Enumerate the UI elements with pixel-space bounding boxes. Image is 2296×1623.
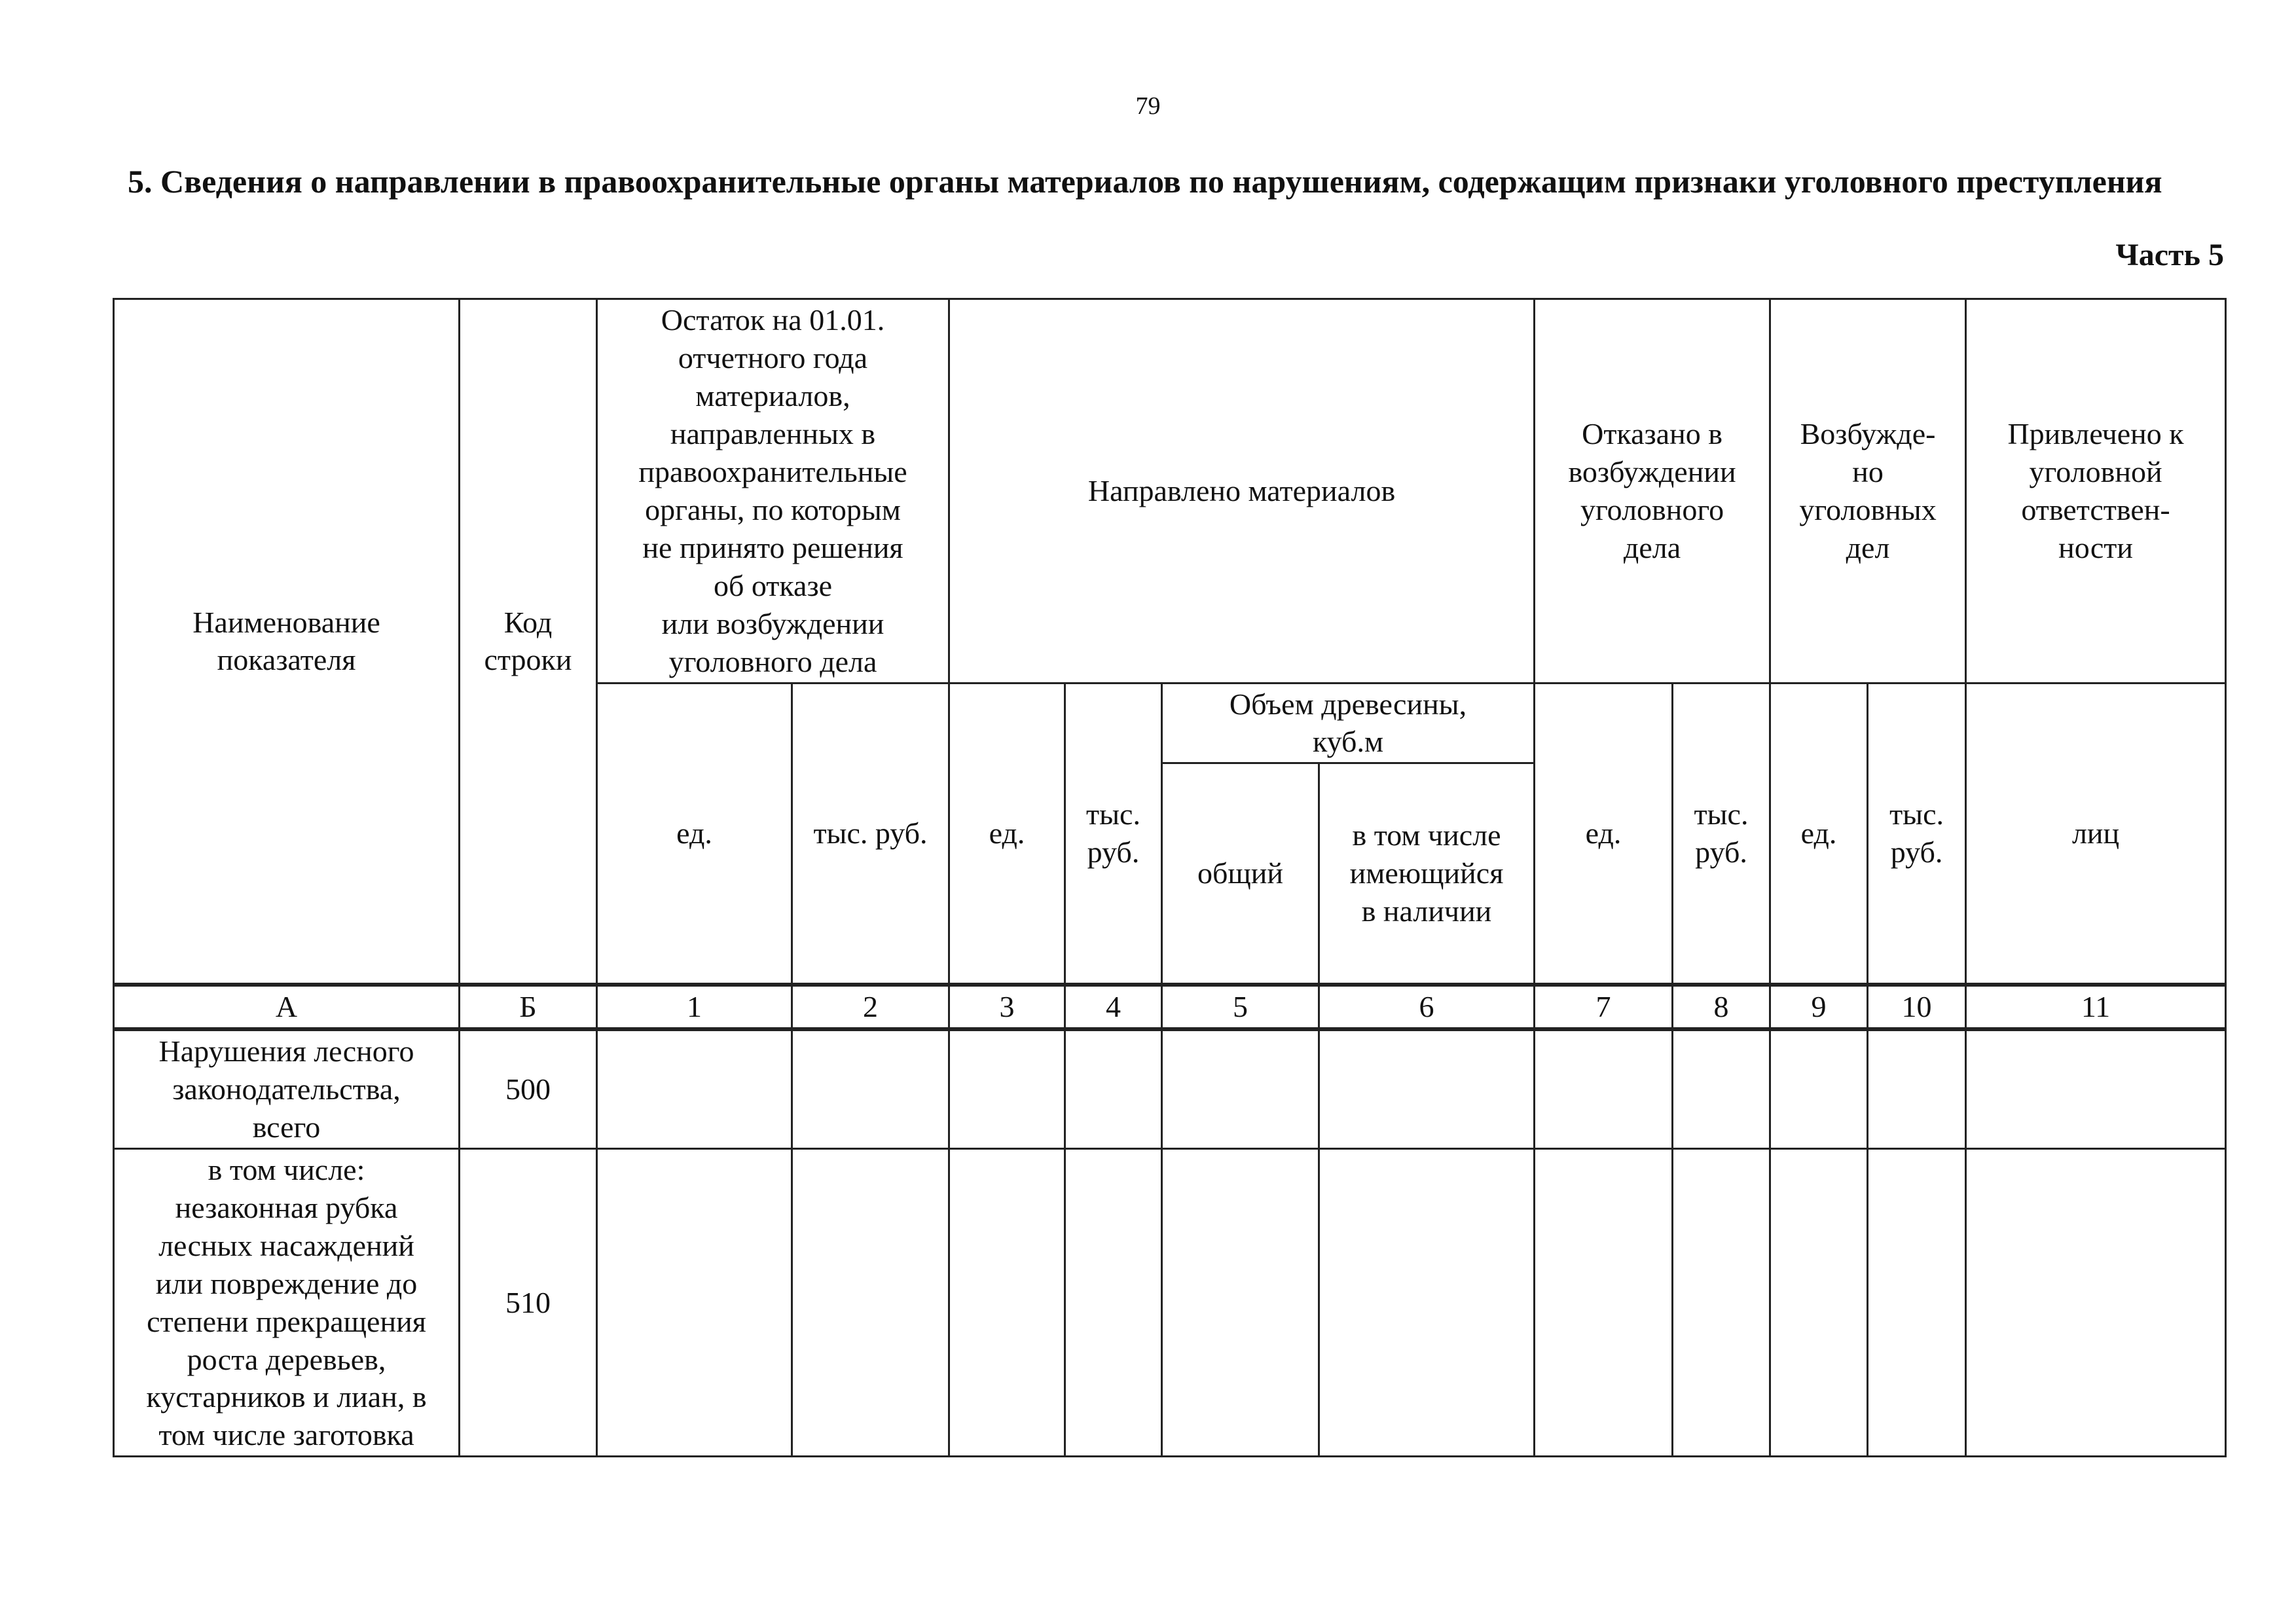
header-balance-units: ед. — [597, 683, 792, 985]
data-cell[interactable] — [1065, 1029, 1162, 1148]
header-refused-rub: тыс. руб. — [1673, 683, 1770, 985]
column-number: А — [114, 985, 460, 1029]
header-indicator-name: Наименование показателя — [114, 299, 460, 985]
document-title: 5. Сведения о направлении в правоохранительные органы материалов по нарушениям, содержащим признаки уголовного преступления — [128, 163, 2162, 200]
data-cell[interactable] — [1770, 1148, 1868, 1457]
header-refused: Отказано в возбуждении уголовного дела — [1535, 299, 1770, 684]
column-number: 7 — [1535, 985, 1673, 1029]
data-cell[interactable] — [1966, 1148, 2226, 1457]
data-cell[interactable] — [597, 1029, 792, 1148]
row-code: 510 — [460, 1148, 597, 1457]
data-cell[interactable] — [949, 1148, 1065, 1457]
table-row — [114, 1148, 2226, 1457]
column-number: 8 — [1673, 985, 1770, 1029]
data-cell[interactable] — [1770, 1029, 1868, 1148]
header-row-code: Код строки — [460, 299, 597, 985]
column-number: 3 — [949, 985, 1065, 1029]
data-cell[interactable] — [949, 1029, 1065, 1148]
data-cell[interactable] — [792, 1148, 949, 1457]
data-cell[interactable] — [1535, 1148, 1673, 1457]
column-number: 11 — [1966, 985, 2226, 1029]
data-cell[interactable] — [1065, 1148, 1162, 1457]
row-indicator-name: Нарушения лесного законодательства, всего — [114, 1029, 460, 1148]
column-number: 6 — [1319, 985, 1535, 1029]
data-cell[interactable] — [1868, 1029, 1966, 1148]
column-number: 9 — [1770, 985, 1868, 1029]
header-sent-rub: тыс. руб. — [1065, 683, 1162, 985]
header-initiated-rub: тыс. руб. — [1868, 683, 1966, 985]
column-number: Б — [460, 985, 597, 1029]
row-code: 500 — [460, 1029, 597, 1148]
part-label: Часть 5 — [2115, 238, 2224, 272]
data-cell[interactable] — [1162, 1148, 1319, 1457]
column-number: 4 — [1065, 985, 1162, 1029]
header-wood-volume: Объем древесины, куб.м — [1162, 683, 1535, 763]
header-row-main — [114, 299, 2226, 684]
header-initiated-units: ед. — [1770, 683, 1868, 985]
header-balance: Остаток на 01.01. отчетного года материалов, направленных в правоохранительные органы, по которым не принято решения об отказе или возбуждении уголовного дела — [597, 299, 949, 684]
header-initiated: Возбужде- но уголовных дел — [1770, 299, 1966, 684]
report-table — [113, 298, 2227, 1457]
header-sent-units: ед. — [949, 683, 1065, 985]
header-materials-sent: Направлено материалов — [949, 299, 1535, 684]
column-number: 1 — [597, 985, 792, 1029]
header-persons: лиц — [1966, 683, 2226, 985]
column-number: 10 — [1868, 985, 1966, 1029]
data-cell[interactable] — [1535, 1029, 1673, 1148]
header-prosecuted: Привлечено к уголовной ответствен- ности — [1966, 299, 2226, 684]
data-cell[interactable] — [792, 1029, 949, 1148]
data-cell[interactable] — [1162, 1029, 1319, 1148]
page-number: 79 — [1135, 92, 1161, 120]
header-balance-rub: тыс. руб. — [792, 683, 949, 985]
data-cell[interactable] — [1319, 1029, 1535, 1148]
data-cell[interactable] — [1966, 1029, 2226, 1148]
data-cell[interactable] — [1319, 1148, 1535, 1457]
header-volume-total: общий — [1162, 763, 1319, 985]
data-cell[interactable] — [1868, 1148, 1966, 1457]
header-volume-available: в том числе имеющийся в наличии — [1319, 763, 1535, 985]
column-numbers-row — [114, 985, 2226, 1029]
table-row — [114, 1029, 2226, 1148]
column-number: 2 — [792, 985, 949, 1029]
data-cell[interactable] — [1673, 1029, 1770, 1148]
row-indicator-name: в том числе: незаконная рубка лесных насаждений или повреждение до степени прекращения роста деревьев, кустарников и лиан, в том числе заготовка — [114, 1148, 460, 1457]
column-number: 5 — [1162, 985, 1319, 1029]
data-cell[interactable] — [597, 1148, 792, 1457]
header-refused-units: ед. — [1535, 683, 1673, 985]
data-cell[interactable] — [1673, 1148, 1770, 1457]
